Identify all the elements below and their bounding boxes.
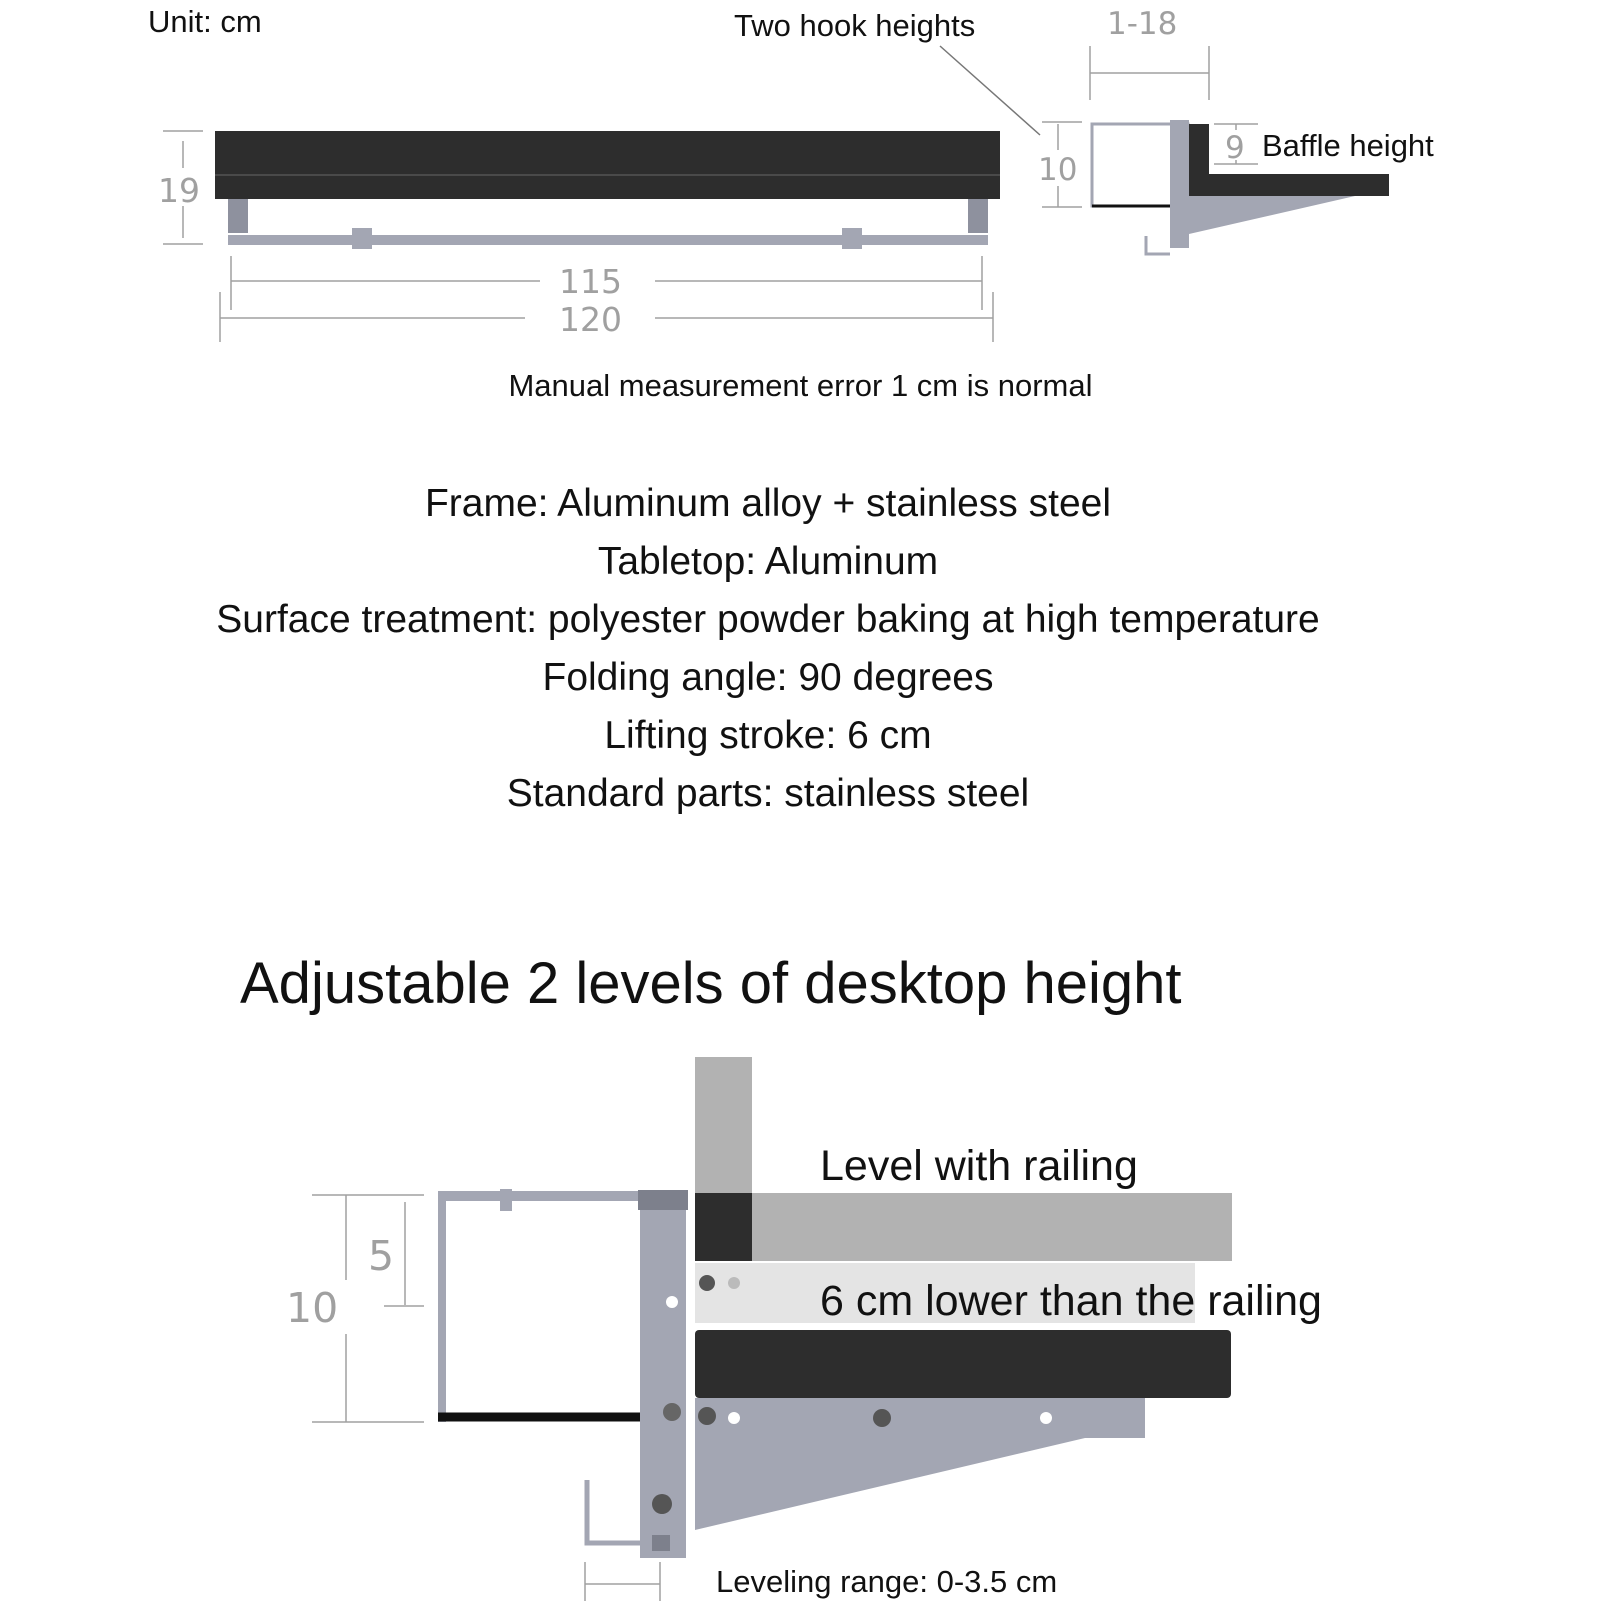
lower-brace (695, 1438, 1085, 1530)
spec-list (0, 482, 1536, 830)
lower-hole-right (1040, 1412, 1052, 1424)
hook-heights-label: Two hook heights (734, 8, 976, 43)
side-tabletop (1189, 174, 1389, 196)
front-rail-clip-left (352, 228, 372, 249)
upper-baffle (695, 1193, 752, 1261)
lower-screw-mid (873, 1409, 891, 1427)
dim-detail-10-value: 10 (286, 1284, 339, 1332)
spec-folding-angle: Folding angle: 90 degrees (542, 656, 994, 699)
dim-115-value: 115 (559, 262, 622, 301)
side-brace (1189, 196, 1355, 234)
front-view (158, 131, 1000, 342)
baffle-height-label: Baffle height (1262, 128, 1434, 163)
upper-tabletop (752, 1193, 1232, 1261)
detail-hook-top-clip (500, 1189, 512, 1211)
detail-post-hole (666, 1296, 678, 1308)
dim-120-value: 120 (559, 300, 622, 339)
front-tabletop (215, 131, 1000, 199)
spec-lifting-stroke: Lifting stroke: 6 cm (604, 714, 932, 757)
side-baffle (1189, 124, 1209, 174)
front-rail-clip-right (842, 228, 862, 249)
dim-1-18-value: 1-18 (1107, 6, 1178, 42)
level-with-railing-label: Level with railing (820, 1142, 1138, 1190)
lower-screw-left (698, 1407, 716, 1425)
front-right-bracket (968, 199, 988, 233)
spec-surface-treatment: Surface treatment: polyester powder baking at high temperature (216, 598, 1320, 641)
spec-tabletop: Tabletop: Aluminum (597, 540, 939, 583)
side-foot-hook (1146, 236, 1170, 254)
detail-view (286, 1057, 1232, 1601)
adjust-heading: Adjustable 2 levels of desktop height (240, 951, 1182, 1016)
front-left-bracket (228, 199, 248, 233)
railing-ghost-post (695, 1057, 752, 1197)
dim-19-value: 19 (158, 171, 200, 210)
measurement-note: Manual measurement error 1 cm is normal (508, 368, 1093, 403)
side-post (1170, 120, 1189, 248)
spec-frame: Frame: Aluminum alloy + stainless steel (424, 482, 1112, 525)
detail-post-bolt-mid (663, 1403, 681, 1421)
lower-hole-left (728, 1412, 740, 1424)
dim-10-side-value: 10 (1038, 152, 1078, 188)
dim-9-value: 9 (1225, 130, 1245, 166)
upper-hole (728, 1277, 740, 1289)
front-rail (228, 235, 988, 245)
spec-standard-parts: Standard parts: stainless steel (506, 772, 1030, 815)
detail-post-cap (638, 1190, 688, 1210)
leveling-range-label: Leveling range: 0-3.5 cm (716, 1564, 1058, 1599)
dim-detail-5-value: 5 (368, 1232, 395, 1280)
detail-foot-tab (652, 1535, 670, 1551)
unit-label: Unit: cm (148, 4, 262, 39)
detail-post-bolt-low (652, 1494, 672, 1514)
hook-leader-line (940, 46, 1040, 135)
level-lower-label: 6 cm lower than the railing (820, 1277, 1322, 1325)
upper-screw (699, 1275, 715, 1291)
lower-bracket-bar (695, 1398, 1145, 1438)
lower-tabletop (695, 1330, 1231, 1398)
